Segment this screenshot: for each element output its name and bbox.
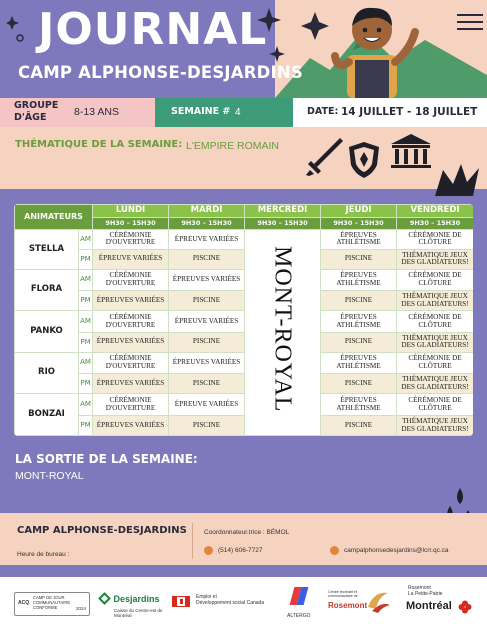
- sponsor-logos: [0, 577, 487, 630]
- page-title: JOURNAL: [38, 4, 268, 55]
- activity-cell: CÉRÉMONIE DE CLÔTURE: [397, 311, 473, 333]
- age-group-value: 8-13 ANS: [74, 106, 119, 118]
- desjardins-name: Desjardins: [113, 593, 160, 604]
- desjardins-logo: [100, 590, 180, 618]
- table-row: [15, 230, 474, 250]
- outing-value: MONT-ROYAL: [15, 470, 84, 482]
- canada-line2: Développement social Canada: [196, 600, 265, 606]
- email-icon: [330, 546, 339, 555]
- activity-cell: CÉRÉMONIE D'OUVERTURE: [93, 269, 169, 291]
- montreal-flower-icon: [458, 600, 472, 614]
- table-row: [15, 291, 474, 311]
- animator-name: BONZAI: [15, 394, 79, 436]
- animator-name: PANKO: [15, 311, 79, 353]
- activity-cell: ÉPREUVE VARIÉES: [169, 311, 245, 333]
- montreal-line2: La Petite-Patrie: [408, 591, 443, 597]
- activity-cell: ÉPREUVES VARIÉES: [93, 291, 169, 311]
- camp-subtitle: CAMP ALPHONSE-DESJARDINS: [18, 63, 303, 82]
- canada-line1: Emploi et: [196, 594, 217, 600]
- week-segment: [155, 98, 293, 127]
- acq-line2: COMMUNAUTAIRE: [33, 600, 71, 605]
- altergo-logo-icon: [288, 585, 314, 611]
- table-row: [15, 394, 474, 416]
- phone-number[interactable]: (514) 606-7727: [218, 547, 263, 554]
- day-header-thursday: JEUDI: [321, 205, 397, 218]
- time-header-monday: 9H30 – 15H30: [93, 218, 169, 230]
- info-bar: [0, 98, 487, 127]
- activity-cell: THÉMATIQUE JEUX DES GLADIATEURS!: [397, 249, 473, 269]
- activity-cell: ÉPREUVES VARIÉES: [93, 332, 169, 352]
- pm-label: PM: [79, 332, 93, 352]
- day-header-monday: LUNDI: [93, 205, 169, 218]
- header: [0, 0, 487, 98]
- table-row: [15, 352, 474, 374]
- roman-temple-icon: [390, 133, 432, 169]
- footer-divider: [192, 523, 193, 559]
- age-group-label-1: GROUPE: [14, 100, 59, 111]
- activity-cell: CÉRÉMONIE DE CLÔTURE: [397, 394, 473, 416]
- time-header-thursday: 9H30 – 15H30: [321, 218, 397, 230]
- week-number: 4: [235, 107, 241, 118]
- desjardins-sub: Caisse du Centre-est de Montréal: [114, 608, 163, 618]
- altergo-name: ALTERGO: [287, 613, 311, 619]
- coordinator: Coordonnateur.trice : BÉMOL: [204, 529, 290, 536]
- office-hours: Heure de bureau :: [17, 551, 70, 558]
- rosemont-swirl-icon: [364, 587, 392, 615]
- am-label: AM: [79, 269, 93, 291]
- activity-cell: ÉPREUVES VARIÉES: [169, 269, 245, 291]
- activity-cell: ÉPREUVES ATHLÉTISME: [321, 311, 397, 333]
- table-row: [15, 311, 474, 333]
- pm-label: PM: [79, 416, 93, 436]
- date-segment: [293, 98, 487, 127]
- am-label: AM: [79, 352, 93, 374]
- activity-cell: ÉPREUVES ATHLÉTISME: [321, 230, 397, 250]
- activity-cell: PISCINE: [321, 374, 397, 394]
- sword-icon: [305, 135, 345, 177]
- time-header-friday: 9H30 – 15H30: [397, 218, 473, 230]
- week-label: SEMAINE #: [171, 106, 231, 117]
- wednesday-outing-cell: [245, 230, 321, 436]
- activity-cell: THÉMATIQUE JEUX DES GLADIATEURS!: [397, 416, 473, 436]
- activity-cell: PISCINE: [169, 291, 245, 311]
- table-row: [15, 249, 474, 269]
- activity-cell: ÉPREUVE VARIÉES: [169, 394, 245, 416]
- activity-cell: ÉPREUVE VARIÉES: [93, 249, 169, 269]
- footer-camp-name: CAMP ALPHONSE-DESJARDINS: [17, 525, 187, 536]
- rosemont-caption: Centre récréatif et communautaire de: [328, 590, 358, 598]
- activity-cell: CÉRÉMONIE D'OUVERTURE: [93, 311, 169, 333]
- footer-contact: [0, 513, 487, 565]
- pm-label: PM: [79, 249, 93, 269]
- header-illustration-panel: [275, 0, 487, 98]
- activity-cell: PISCINE: [321, 291, 397, 311]
- activity-cell: CÉRÉMONIE DE CLÔTURE: [397, 352, 473, 374]
- day-header-tuesday: MARDI: [169, 205, 245, 218]
- shield-icon: [348, 141, 380, 179]
- activity-cell: PISCINE: [169, 374, 245, 394]
- activity-cell: PISCINE: [169, 416, 245, 436]
- activity-cell: PISCINE: [321, 416, 397, 436]
- email-address[interactable]: campalphonsedesjardins@lcrr.qc.ca: [344, 547, 449, 554]
- time-header-tuesday: 9H30 – 15H30: [169, 218, 245, 230]
- crown-decoration-icon: [433, 160, 483, 200]
- day-header-wednesday: MERCREDI: [245, 205, 321, 218]
- day-header-friday: VENDREDI: [397, 205, 473, 218]
- activity-cell: CÉRÉMONIE D'OUVERTURE: [93, 394, 169, 416]
- animators-header: ANIMATEURS: [15, 205, 93, 230]
- date-label: DATE:: [307, 106, 339, 117]
- activity-cell: ÉPREUVES ATHLÉTISME: [321, 394, 397, 416]
- theme-value: L'EMPIRE ROMAIN: [186, 140, 280, 152]
- activity-cell: CÉRÉMONIE DE CLÔTURE: [397, 269, 473, 291]
- activity-cell: PISCINE: [169, 249, 245, 269]
- table-row: [15, 332, 474, 352]
- activity-cell: THÉMATIQUE JEUX DES GLADIATEURS!: [397, 374, 473, 394]
- am-label: AM: [79, 230, 93, 250]
- activity-cell: ÉPREUVES VARIÉES: [169, 352, 245, 374]
- animator-name: FLORA: [15, 269, 79, 311]
- time-header-wednesday: 9H30 – 15H30: [245, 218, 321, 230]
- boy-waving-illustration: [275, 0, 487, 98]
- activity-cell: CÉRÉMONIE D'OUVERTURE: [93, 352, 169, 374]
- desjardins-icon: [98, 592, 111, 605]
- activity-cell: THÉMATIQUE JEUX DES GLADIATEURS!: [397, 332, 473, 352]
- wednesday-outing-text: MONT-ROYAL: [269, 246, 296, 413]
- activity-cell: ÉPREUVES ATHLÉTISME: [321, 269, 397, 291]
- outing-label: LA SORTIE DE LA SEMAINE:: [15, 452, 198, 466]
- activity-cell: PISCINE: [321, 332, 397, 352]
- acq-year: 2024: [75, 606, 86, 611]
- activity-cell: THÉMATIQUE JEUX DES GLADIATEURS!: [397, 291, 473, 311]
- rosemont-name: Rosemont: [328, 601, 368, 610]
- am-label: AM: [79, 311, 93, 333]
- acq-logo: [14, 592, 90, 616]
- montreal-line1: Rosemont: [408, 585, 431, 591]
- pm-label: PM: [79, 291, 93, 311]
- animator-name: RIO: [15, 352, 79, 394]
- activity-cell: ÉPREUVES VARIÉES: [93, 416, 169, 436]
- theme-label: THÉMATIQUE DE LA SEMAINE:: [15, 139, 183, 150]
- schedule-table: [14, 204, 473, 436]
- theme-band: [0, 127, 487, 189]
- activity-cell: ÉPREUVES VARIÉES: [93, 374, 169, 394]
- table-row: [15, 269, 474, 291]
- animator-name: STELLA: [15, 230, 79, 270]
- table-row: [15, 374, 474, 394]
- montreal-name: Montréal: [406, 600, 452, 612]
- pm-label: PM: [79, 374, 93, 394]
- acq-line3: CONFORME: [33, 605, 58, 610]
- activity-cell: ÉPREUVES ATHLÉTISME: [321, 352, 397, 374]
- acq-line1: CAMP DE JOUR: [33, 595, 65, 600]
- acq-mark: ACQ: [18, 600, 30, 606]
- am-label: AM: [79, 394, 93, 416]
- sparkle-decoration-icon: [6, 8, 30, 44]
- age-group-label-2: D'ÂGE: [14, 112, 47, 123]
- phone-icon: [204, 546, 213, 555]
- canada-flag-icon: [172, 596, 190, 607]
- activity-cell: CÉRÉMONIE D'OUVERTURE: [93, 230, 169, 250]
- age-group-segment: [0, 98, 155, 127]
- activity-cell: CÉRÉMONIE DE CLÔTURE: [397, 230, 473, 250]
- menu-lines-decoration-icon: [457, 12, 485, 34]
- date-value: 14 JUILLET - 18 JUILLET: [341, 106, 478, 118]
- activity-cell: ÉPREUVE VARIÉES: [169, 230, 245, 250]
- activity-cell: PISCINE: [321, 249, 397, 269]
- table-row: [15, 416, 474, 436]
- activity-cell: PISCINE: [169, 332, 245, 352]
